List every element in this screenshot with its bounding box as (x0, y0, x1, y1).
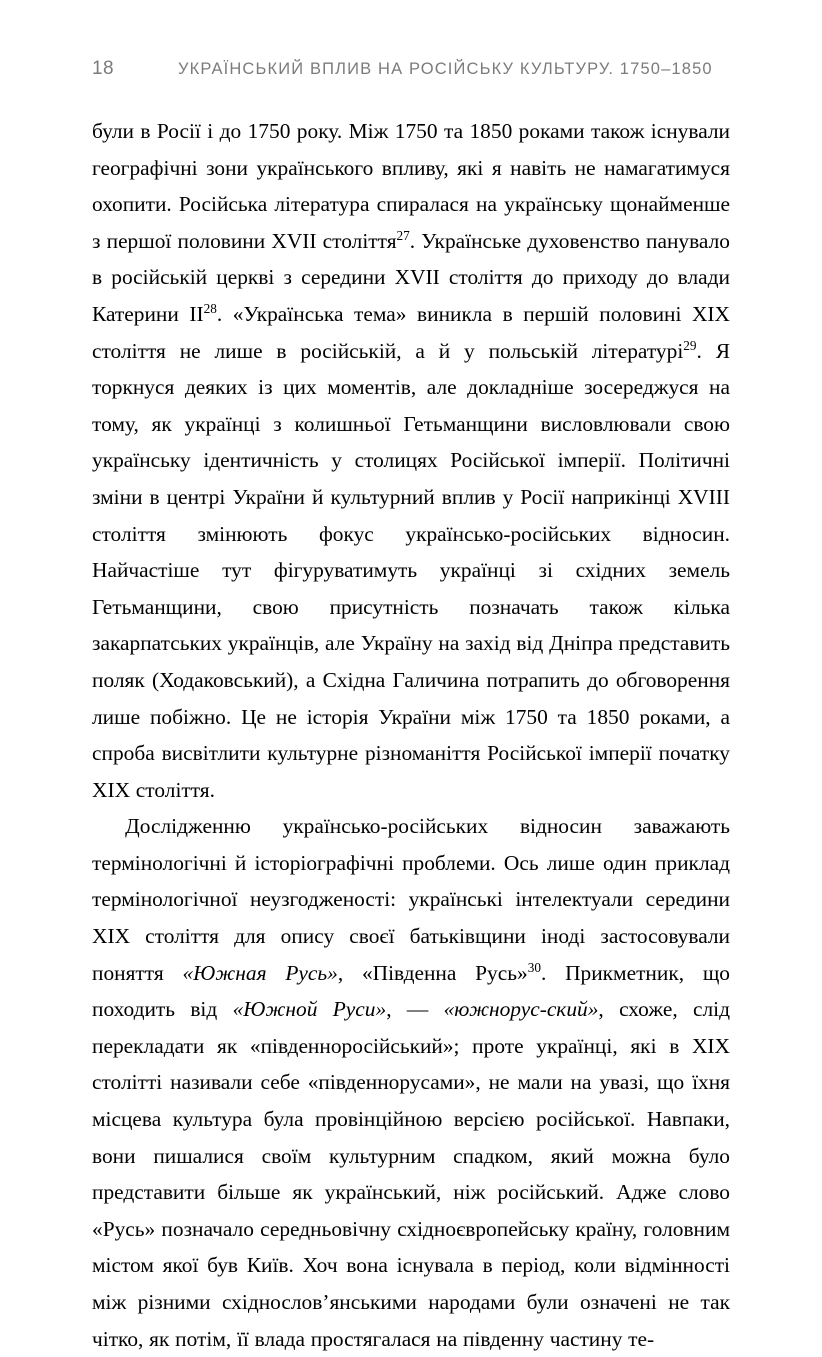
paragraph-2-segment-2: , «Південна Русь» (337, 960, 528, 985)
paragraph-1-segment-3: . «Українська тема» виникла в першій половині XIX століття не лише в російській, а й у польській літературі (92, 301, 731, 363)
paragraph-2-segment-3: . Прикметник, що походить від (92, 960, 731, 1022)
term-yuzhnoy-rusi: «Южной Руси» (232, 997, 387, 1022)
term-yuzhnaya-rus: «Южная Русь» (182, 960, 338, 985)
footnote-marker-29: 29 (683, 337, 697, 353)
paragraph-1-segment-2: . Українське духовенство панувало в російській церкві з середини XVII століття до приходу до влади Катерини II (92, 228, 730, 326)
paragraph-1-segment-1: були в Росії і до 1750 року. Між 1750 та 1850 роками також існували географічні зони українського впливу, які я навіть не намагатимуся охопити. Російська література спиралася на українську щонайменше з першої половини XVII століття (92, 119, 730, 253)
footnote-marker-28: 28 (203, 300, 217, 316)
paragraph-2 (92, 808, 730, 1357)
paragraph-2-segment-4: , — (386, 997, 444, 1022)
text-block (92, 113, 730, 1357)
paragraph-1 (92, 113, 730, 808)
page-number: 18 (92, 58, 114, 79)
footnote-marker-30: 30 (527, 959, 541, 975)
footnote-marker-27: 27 (396, 227, 410, 243)
running-head-title: УКРАЇНСЬКИЙ ВПЛИВ НА РОСІЙСЬКУ КУЛЬТУРУ. 1750–1850 (178, 59, 713, 78)
running-head (92, 56, 732, 82)
paragraph-2-segment-1: Дослідженню українсько-російських відносин заважають термінологічні й історіографічні проблеми. Ось лише один приклад термінологічної неузгодженості: українські інтелектуали середини XIX століття для опису своєї батьківщини іноді застосовували поняття (92, 814, 730, 985)
paragraph-1-segment-4: . Я торкнуся деяких із цих моментів, але докладніше зосереджуся на тому, як українці з колишньої Гетьманщини висловлювали свою українську ідентичність у столицях Російської імперії. Політичні зміни в центрі України й культурний вплив у Росії наприкінці XVIII століття змінюють фокус українсько-російських відносин. Найчастіше тут фігуруватимуть українці зі східних земель Гетьманщини, свою присутність позначать також кілька закарпатських українців, але Україну на захід від Дніпра представить поляк (Ходаковський), а Східна Галичина потрапить до обговорення лише побіжно. Це не історія України між 1750 та 1850 роками, а спроба висвітлити культурне різноманіття Російської імперії початку XIX століття. (92, 338, 730, 802)
term-yuzhnorusskiy: «южнорус-ский» (443, 997, 599, 1022)
paragraph-2-segment-5: , схоже, слід перекладати як «південноросійський»; проте українці, які в XIX столітті називали себе «південнорусами», не мали на увазі, що їхня місцева культура була провінційною версією російської. Навпаки, вони пишалися своїм культурним спадком, який можна було представити більше як український, ніж російський. Адже слово «Русь» позначало середньовічну східноєвропейську країну, головним містом якої був Київ. Хоч вона існувала в період, коли відмінності між різними східнослов’янськими народами були означені не так чітко, як потім, її влада простягалася на південну частину те- (92, 997, 730, 1351)
